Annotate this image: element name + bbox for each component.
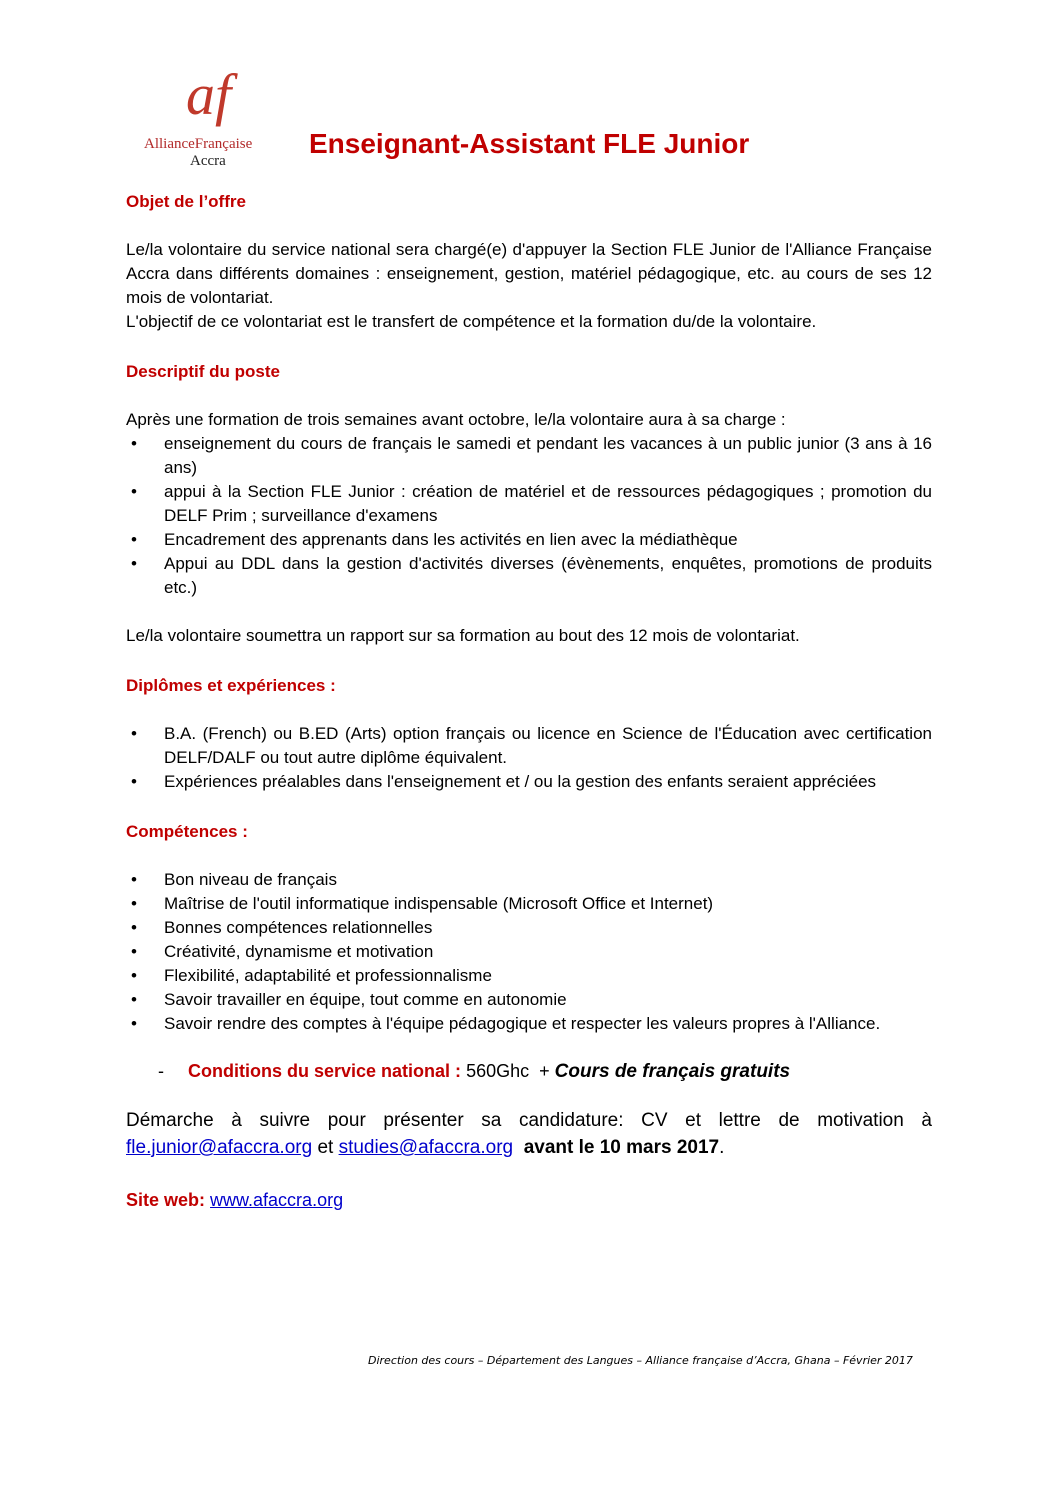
- logo-brand-name: AllianceFrançaise: [144, 136, 253, 152]
- conditions-amount: 560Ghc: [466, 1061, 530, 1081]
- page-title: Enseignant-Assistant FLE Junior: [309, 128, 750, 159]
- demarche-end: .: [719, 1137, 725, 1158]
- list-item: • Encadrement des apprenants dans les activités en lien avec la médiathèque: [126, 528, 932, 552]
- list-item: • enseignement du cours de français le samedi et pendant les vacances à un public junior (3 ans à 16 ans): [126, 432, 932, 480]
- site-label: Site web:: [126, 1190, 206, 1210]
- list-item: • Expériences préalables dans l'enseignement et / ou la gestion des enfants seraient appréciées: [126, 770, 932, 794]
- document-body: [126, 190, 932, 1213]
- conditions-line: [126, 1058, 932, 1085]
- demarche-paragraph: [126, 1107, 932, 1161]
- demarche-text: Démarche à suivre pour présenter sa candidature: CV et lettre de motivation à: [126, 1110, 932, 1131]
- list-item: • Savoir travailler en équipe, tout comme en autonomie: [126, 988, 932, 1012]
- diplomes-list: [126, 722, 932, 794]
- heading-competences: Compétences :: [126, 822, 248, 841]
- list-item: • Maîtrise de l'outil informatique indispensable (Microsoft Office et Internet): [126, 892, 932, 916]
- heading-diplomes: Diplômes et expériences :: [126, 676, 336, 695]
- list-item: • B.A. (French) ou B.ED (Arts) option français ou licence en Science de l'Éducation avec certification DELF/DALF ou tout autre diplôme équivalent.: [126, 722, 932, 770]
- list-item: • Appui au DDL dans la gestion d'activités diverses (évènements, enquêtes, promotions de produits etc.): [126, 552, 932, 600]
- list-item: • Savoir rendre des comptes à l'équipe pédagogique et respecter les valeurs propres à l'Alliance.: [126, 1012, 932, 1036]
- heading-descriptif: Descriptif du poste: [126, 362, 280, 381]
- site-web-line: [126, 1187, 932, 1213]
- conditions-label: Conditions du service national :: [188, 1061, 462, 1081]
- conditions-free-courses: Cours de français gratuits: [554, 1061, 791, 1082]
- list-item: • appui à la Section FLE Junior : création de matériel et de ressources pédagogiques ; promotion du DELF Prim ; surveillance d'examens: [126, 480, 932, 528]
- list-item: • Bon niveau de français: [126, 868, 932, 892]
- conditions-dash: -: [158, 1061, 164, 1081]
- demarche-deadline: avant le 10 mars 2017: [523, 1137, 720, 1158]
- objet-paragraph-1: Le/la volontaire du service national sera chargé(e) d'appuyer la Section FLE Junior de l'Alliance Française Accra dans différents domaines : enseignement, gestion, matériel pédagogique, etc. au cours de ses 12 mois de volontariat.: [126, 240, 932, 307]
- objet-paragraph-2: L'objectif de ce volontariat est le transfert de compétence et la formation du/de la volontaire.: [126, 312, 817, 331]
- demarche-and: et: [317, 1137, 334, 1158]
- alliance-francaise-logo: [128, 62, 298, 170]
- email-link-fle-junior[interactable]: fle.junior@afaccra.org: [126, 1137, 313, 1158]
- af-symbol-icon: [128, 62, 298, 140]
- conditions-plus: +: [539, 1061, 550, 1081]
- list-item: • Bonnes compétences relationnelles: [126, 916, 932, 940]
- email-link-studies[interactable]: studies@afaccra.org: [338, 1137, 514, 1158]
- list-item: • Flexibilité, adaptabilité et professionnalisme: [126, 964, 932, 988]
- af-symbol-text: af: [186, 62, 232, 127]
- website-link[interactable]: www.afaccra.org: [210, 1190, 344, 1210]
- logo-city: Accra: [190, 153, 226, 169]
- heading-objet: Objet de l’offre: [126, 192, 246, 211]
- descriptif-list: [126, 432, 932, 600]
- list-item: • Créativité, dynamisme et motivation: [126, 940, 932, 964]
- footer-text: Direction des cours – Département des Langues – Alliance française d’Accra, Ghana – Février 2017: [368, 1354, 913, 1367]
- descriptif-intro: Après une formation de trois semaines avant octobre, le/la volontaire aura à sa charge :: [126, 410, 786, 429]
- descriptif-closing: Le/la volontaire soumettra un rapport sur sa formation au bout des 12 mois de volontariat.: [126, 626, 800, 645]
- competences-list: [126, 868, 932, 1036]
